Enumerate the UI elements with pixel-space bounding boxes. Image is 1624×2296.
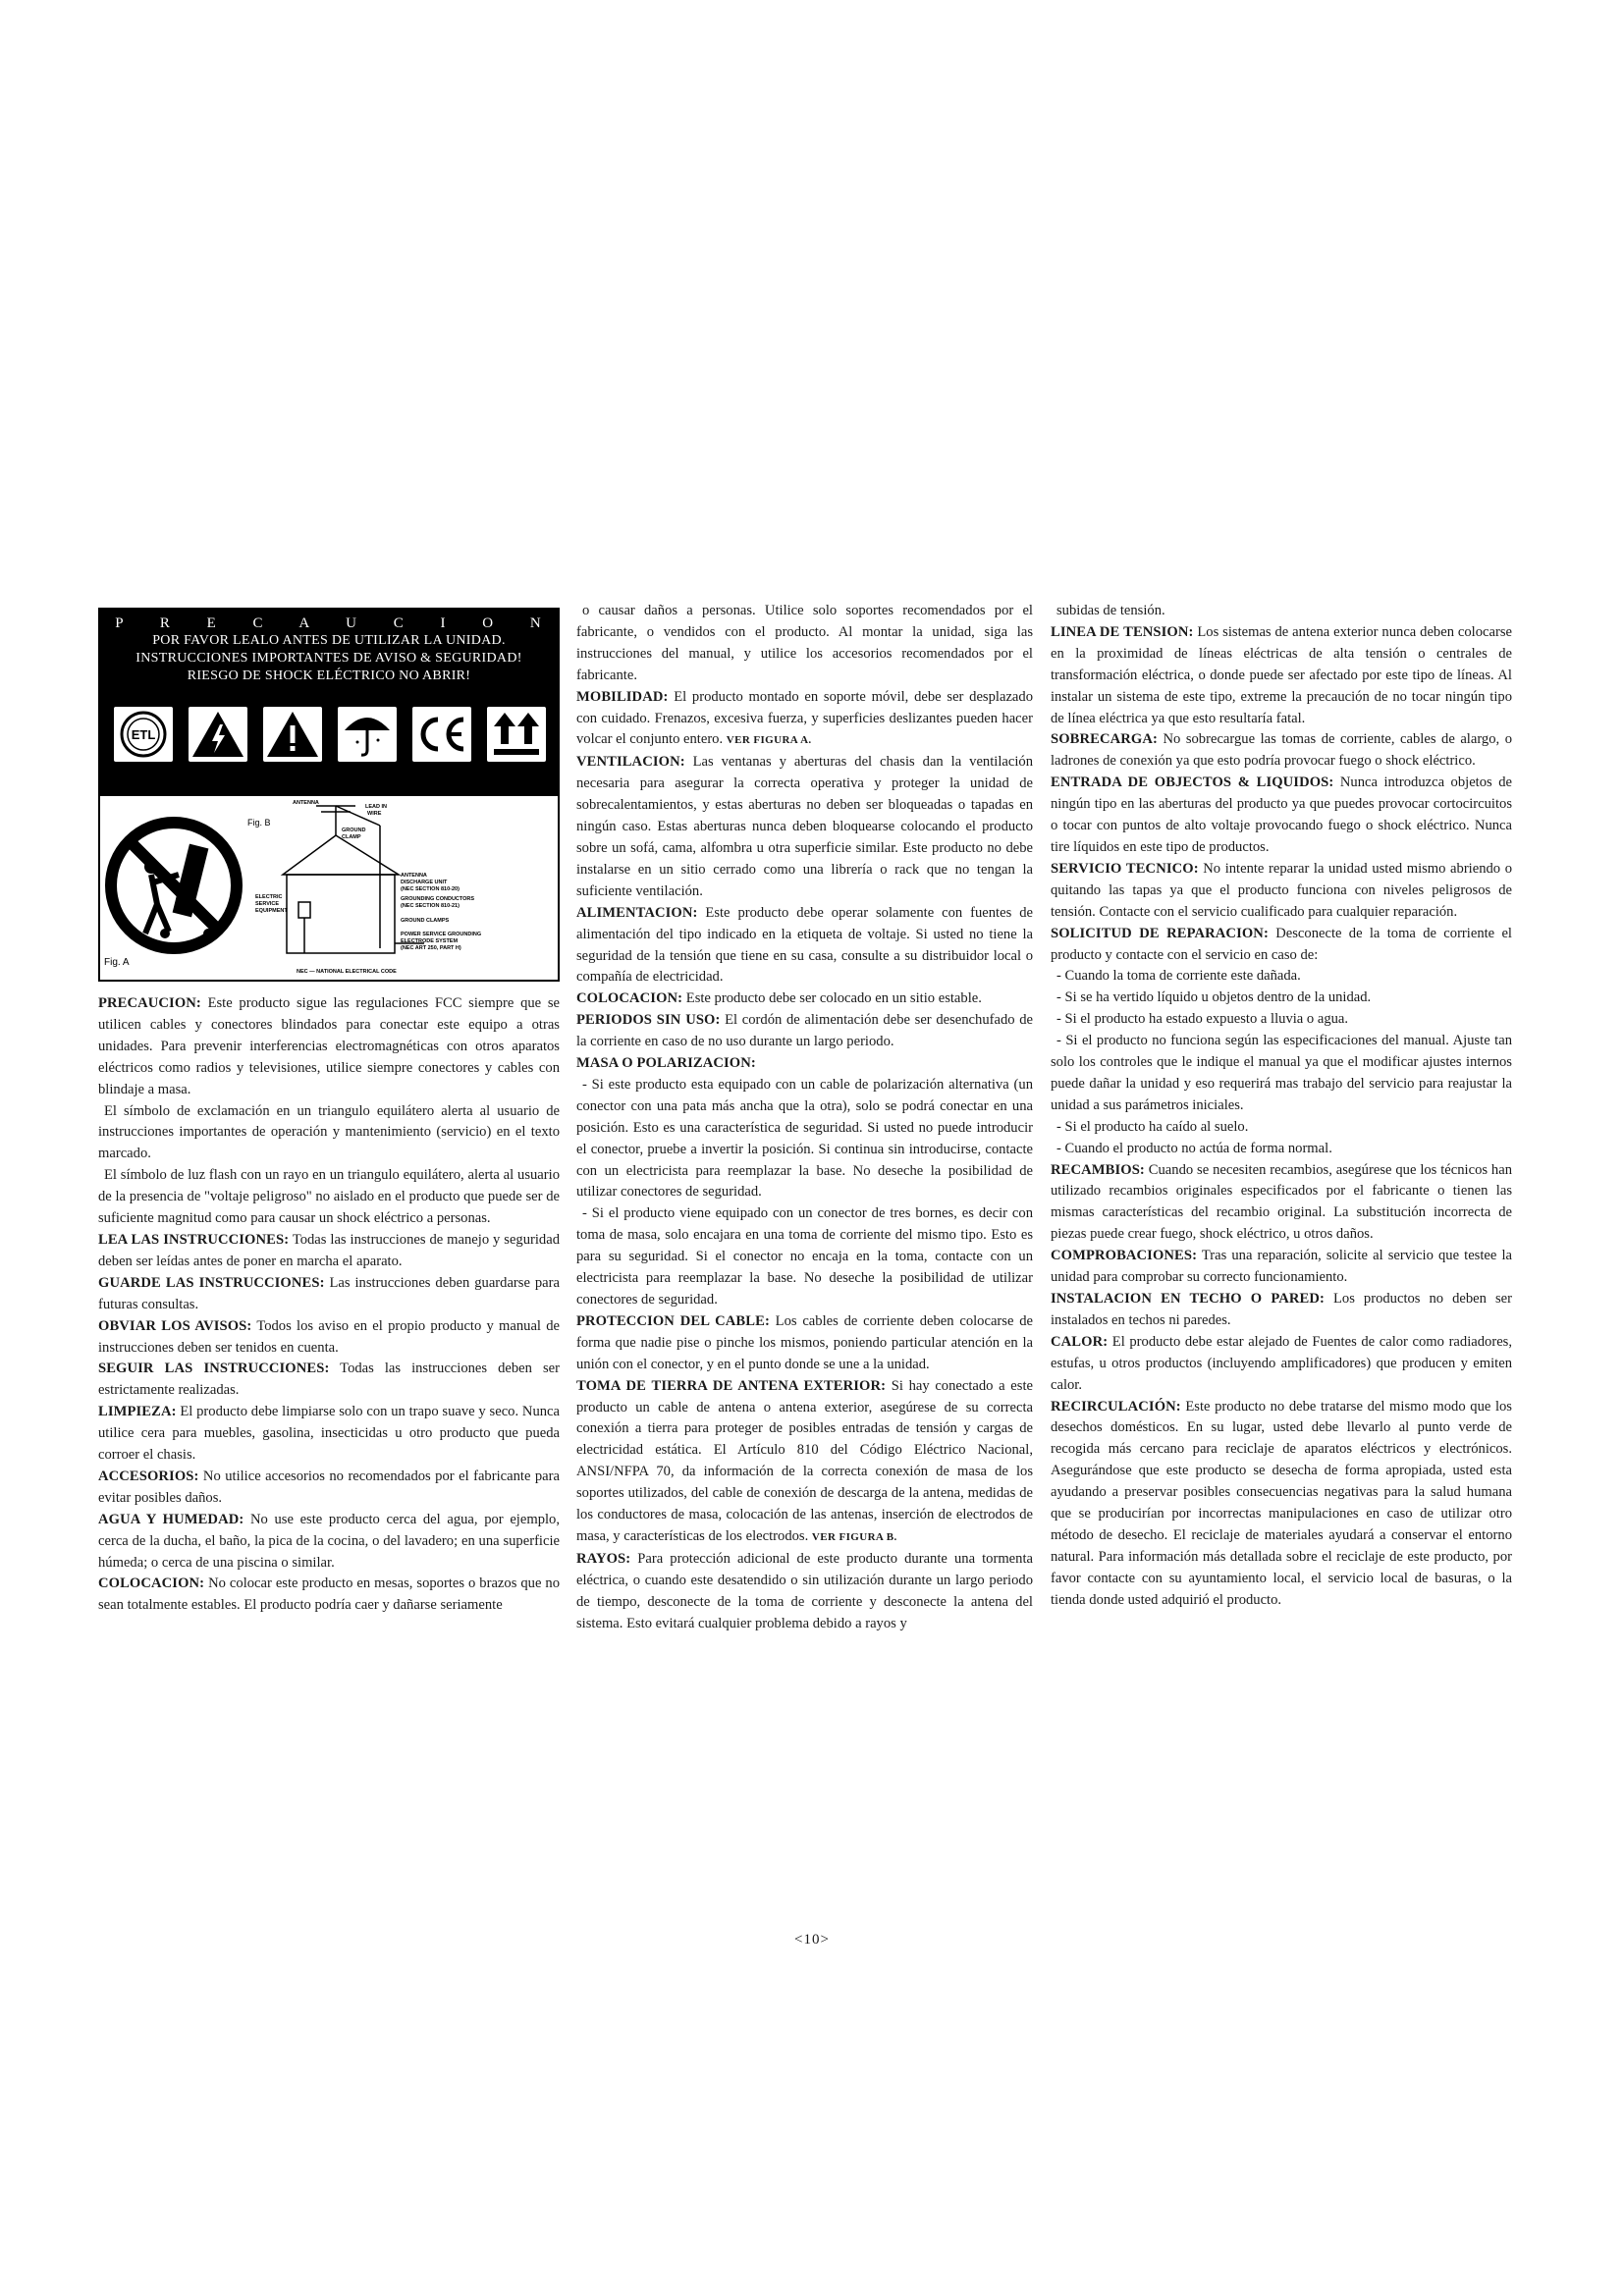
paragraph-heading: MOBILIDAD: [576,688,669,705]
paragraph-text: El cordón de alimentación debe ser desenchufado de la corriente en caso de no uso durante un largo periodo. [576,1012,1033,1050]
paragraph-heading: COMPROBACIONES: [1051,1248,1198,1264]
text-column-2 [576,601,1033,1635]
figure-reference: VER FIGURA A. [726,734,812,747]
paragraph [576,601,1033,687]
paragraph [98,1402,560,1467]
paragraph-text: No use este producto cerca del agua, por ejemplo, cerca de la ducha, el baño, la pica de la cocina, o del lavadero; en una superficie húmeda; o cerca de una piscina o similar. [98,1511,560,1571]
paragraph [1051,622,1512,730]
paragraph [576,1203,1033,1311]
paragraph [98,1316,560,1360]
fig-label-ground-clamp-2: CLAMP [342,834,361,840]
paragraph [1051,601,1512,622]
paragraph-text: - Si el producto no funciona según las especificaciones del manual. Ajuste tan solo los controles que le indique el manual ya que el modificar ajustes internos puede dañar la unidad y eso requerirá mas trabajo del servicio para reajustar la unidad a sus parámetros iniciales. [1051,1033,1512,1113]
paragraph [576,988,1033,1010]
paragraph-text: Todas las instrucciones deben ser estrictamente realizadas. [98,1361,560,1399]
paragraph-heading: RECAMBIOS: [1051,1161,1145,1178]
paragraph-text: Cuando se necesiten recambios, asegúrese que los técnicos han utilizado recambios originales especificados por el fabricante o tienen las mismas características del recambio original. La substitución incorrecta de piezas puede crear fuego, shock eléctrico, u otros daños. [1051,1161,1512,1243]
fig-label-psg-3: (NEC ART 250, PART H) [401,945,461,951]
warning-line-3: RIESGO DE SHOCK ELÉCTRICO NO ABRIR! [187,668,471,683]
paragraph [98,993,560,1101]
fig-label-lead-in: LEAD IN [365,804,387,810]
svg-text:ETL: ETL [131,727,156,742]
paragraph [576,1053,1033,1075]
text-column-1 [98,993,560,1617]
figure-reference: VER FIGURA B. [811,1530,897,1543]
paragraph-heading: TOMA DE TIERRA DE ANTENA EXTERIOR: [576,1377,887,1394]
paragraph [576,1376,1033,1549]
fig-label-ese-2: SERVICE [255,901,280,907]
fig-a-no-cart-tipping [111,823,237,948]
paragraph-heading: SERVICIO TECNICO: [1051,860,1199,877]
paragraph-text: Este producto sigue las regulaciones FCC siempre que se utilicen cables y conectores blindados para conectar este equipo a otras unidades. Para prevenir interferencias electromagnéticas con otros aparatos eléctricos como radios y televisiones, utilice siempre conectores y cables con blindaje a masa. [98,995,560,1097]
paragraph-text: Los productos no deben ser instalados en techos ni paredes. [1051,1291,1512,1328]
paragraph [1051,1160,1512,1247]
paragraph [98,1467,560,1510]
paragraph-text: Todos los aviso en el propio producto y manual de instrucciones deben ser tenidos en cuenta. [98,1317,560,1356]
paragraph-heading: LIMPIEZA: [98,1404,177,1420]
paragraph-text: - Si se ha vertido líquido u objetos dentro de la unidad. [1056,989,1372,1006]
paragraph-text: El producto debe limpiarse solo con un trapo suave y seco. Nunca utilice cera para muebles, gasolina, insecticidas u otro producto que pueda corroer el chasis. [98,1404,560,1464]
paragraph-text: - Si el producto ha caído al suelo. [1056,1118,1249,1135]
paragraph [1051,729,1512,773]
lightning-triangle-icon [189,707,247,762]
text-column-3 [1051,601,1512,1612]
paragraph-heading: PRECAUCION: [98,995,201,1011]
paragraph-text: - Si el producto ha estado expuesto a lluvia o agua. [1056,1011,1349,1028]
fig-label-ese-1: ELECTRIC [255,894,283,900]
paragraph [576,903,1033,989]
paragraph-text: No colocar este producto en mesas, soportes o brazos que no sean totalmente estables. El producto podría caer y dañarse seriamente [98,1575,560,1614]
fig-b-label: Fig. B [247,818,271,828]
fig-label-antenna: ANTENNA [293,800,319,806]
paragraph [98,1101,560,1166]
paragraph-text: El símbolo de exclamación en un triangulo equilátero alerta al usuario de instrucciones importantes de operación y mantenimiento (servicio) en el texto marcado. [98,1102,560,1162]
paragraph [1051,1332,1512,1397]
fig-label-psg-2: ELECTRODE SYSTEM [401,938,459,944]
paragraph-heading: COLOCACION: [98,1575,205,1592]
paragraph [1051,988,1512,1009]
paragraph-heading: ALIMENTACION: [576,904,698,921]
paragraph [1051,1397,1512,1612]
paragraph-heading: OBVIAR LOS AVISOS: [98,1317,252,1334]
paragraph-heading: GUARDE LAS INSTRUCCIONES: [98,1274,325,1291]
paragraph-heading: LEA LAS INSTRUCCIONES: [98,1231,290,1248]
paragraph [576,1010,1033,1053]
warning-icons [114,705,546,764]
paragraph [1051,859,1512,924]
fig-label-ads-2: DISCHARGE UNIT [401,880,448,885]
fig-label-psg-1: POWER SERVICE GROUNDING [401,932,482,937]
paragraph-heading: MASA O POLARIZACION: [576,1055,756,1072]
paragraph-text: Las instrucciones deben guardarse para futuras consultas. [98,1274,560,1312]
paragraph-heading: COLOCACION: [576,990,683,1007]
paragraph [1051,1289,1512,1332]
paragraph-text: - Si el producto viene equipado con un conector de tres bornes, es decir con toma de masa, solo encajara en una toma de corriente del mismo tipo. Esto es para su seguridad. Si el conector no encaja en la toma, contacte con un electricista para reemplazar la base. No deseche la posibilidad de utilizar conectores de seguridad. [576,1205,1033,1308]
safety-figures [100,796,558,980]
page-number: <10> [794,1932,830,1948]
fig-label-ads-3: (NEC SECTION 810-20) [401,886,460,892]
paragraph-heading: SEGUIR LAS INSTRUCCIONES: [98,1361,330,1377]
paragraph-text: Nunca introduzca objetos de ningún tipo en las aberturas del producto ya que puedes provocar cortocircuitos o tocar con puntos de alto voltaje provocando fuego o shock eléctrico. Nunca tire líquidos en este tipo de productos. [1051,774,1512,855]
fig-label-ads-1: ANTENNA [401,873,427,879]
paragraph [576,752,1033,902]
paragraph-text: subidas de tensión. [1056,603,1165,618]
fig-label-nec: NEC — NATIONAL ELECTRICAL CODE [297,969,397,975]
paragraph-heading: ENTRADA DE OBJECTOS & LIQUIDOS: [1051,774,1334,791]
paragraph [1051,1009,1512,1031]
fig-label-gc-1: GROUNDING CONDUCTORS [401,896,475,902]
paragraph [98,1230,560,1273]
paragraph-text: Si hay conectado a este producto un cable de antena o antena exterior, asegúrese de su correcta conexión a tierra para proteger de posibles entradas de tensión y cargas de electricidad estática. El Artículo 810 del Código Eléctrico Nacional, ANSI/NFPA 70, da información de la correcta conexión de masa de los soportes utilizados, del cable de conexión de descarga de la antena, medidas de los conductores de masa, colocación de las antenas, inserción de electrodos de masa, y características de los electrodos. [576,1377,1033,1544]
paragraph-text: No intente reparar la unidad usted mismo abriendo o quitando las tapas ya que el producto funciona con niveles peligrosos de tensión. Contacte con el servicio cualificado para cualquier reparación. [1051,860,1512,920]
paragraph-heading: LINEA DE TENSION: [1051,623,1194,640]
paragraph-text: Los sistemas de antena exterior nunca deben colocarse en la proximidad de líneas eléctricas de alta tensión o centrales de transformación eléctrica, o donde puede ser afectado por este tipo de líneas. Al instalar un sistema de este tipo, extreme la precaución de no tocar ningún tipo de línea eléctrica ya que esto resultaría fatal. [1051,623,1512,726]
warning-box [98,608,560,982]
paragraph-heading: VENTILACION: [576,754,685,771]
paragraph-text: Para protección adicional de este producto durante una tormenta eléctrica, o cuando este desatendido o sin utilización durante un largo periodo de tiempo, desconecte de la toma de corriente y desconecte la antena del sistema. Esto evitará cualquier problema debido a rayos y [576,1550,1033,1631]
paragraph-text: Este producto debe ser colocado en un sitio estable. [682,990,982,1007]
paragraph-heading: INSTALACION EN TECHO O PARED: [1051,1291,1325,1307]
paragraph-text: Las ventanas y aberturas del chasis dan la ventilación necesaria para asegurar la correcta operativa y proteger la unidad de sobrecalentamientos, y estas aberturas no deben ser bloqueadas o tapadas en ningún caso. Estas aberturas nunca deben bloquearse colocando el producto sobre un sofá, cama, alfombra u otra superficie similar. Este producto no debe instalarse en un sitio cerrado como una librería o rack que no tengan la suficiente ventilación. [576,754,1033,899]
paragraph [98,1165,560,1230]
paragraph-text: - Cuando el producto no actúa de forma normal. [1056,1140,1332,1156]
umbrella-icon [338,707,397,762]
paragraph-text: - Cuando la toma de corriente este dañada. [1056,968,1301,985]
paragraph [576,687,1033,753]
paragraph-heading: RECIRCULACIÓN: [1051,1398,1181,1415]
paragraph-text: - Si este producto esta equipado con un cable de polarización alternativa (un conector con una pata más ancha que la otra), solo se podrá conectar en una posición. Esto es una característica de seguridad. Si usted no puede introducir el conector, pruebe a invertir la posición. Si continua sin introducirse, contacte con un electricista para reemplazar la base. No deseche la posibilidad de utilizar conectores de seguridad. [576,1076,1033,1201]
ce-mark-icon [412,707,471,762]
paragraph-text: El producto debe estar alejado de Fuentes de calor como radiadores, estufas, u otros productos (incluyendo amplificadores) que producen y emiten calor. [1051,1333,1512,1393]
exclamation-triangle-icon [263,707,322,762]
paragraph [1051,1117,1512,1139]
paragraph [1051,924,1512,967]
paragraph [98,1574,560,1617]
fig-label-gc-2: (NEC SECTION 810-21) [401,903,460,909]
paragraph [576,1311,1033,1376]
paragraph-text: Desconecte de la toma de corriente el producto y contacte con el servicio en caso de: [1051,925,1512,963]
fig-label-ground-clamp-1: GROUND [342,828,366,833]
paragraph-text: Este producto no debe tratarse del mismo modo que los desechos domésticos. En su lugar, usted debe llevarlo al punto verde de recogida más cercano para reciclaje de aparatos eléctricos y electrónicos. Asegurándose que este producto se desecha de forma apropiada, usted esta ayudando a preservar posibles consecuencias negativas para la salud humana que se producirían por incorrectas manipulaciones en caso de utilizar otro método de desecho. El reciclaje de materiales ayudará a conservar el entorno natural. Para información más detallada sobre el reciclaje de este producto, por favor contacte con su ayuntamiento local, el servicio local de basuras, o la tienda donde usted adquirió el producto. [1051,1398,1512,1608]
paragraph-heading: ACCESORIOS: [98,1468,199,1484]
paragraph-heading: RAYOS: [576,1550,631,1567]
paragraph-text: Todas las instrucciones de manejo y seguridad deben ser leídas antes de poner en marcha el aparato. [98,1231,560,1269]
paragraph-heading: SOBRECARGA: [1051,731,1158,748]
paragraph [1051,1139,1512,1160]
paragraph-heading: PERIODOS SIN USO: [576,1012,721,1029]
paragraph [1051,1246,1512,1289]
paragraph [98,1510,560,1575]
paragraph-text: Este producto debe operar solamente con fuentes de alimentación del tipo indicado en la etiqueta de voltaje. Si usted no tiene la seguridad de la tensión que tiene en su casa, consulte a su distribuidor local o compañía de electricidad. [576,904,1033,986]
paragraph-text: No sobrecargue las tomas de corriente, cables de alargo, o ladrones de conexión ya que esto podría provocar fuego o shock eléctrico. [1051,731,1512,770]
paragraph [576,1075,1033,1203]
fig-label-ground-clamps: GROUND CLAMPS [401,918,450,924]
paragraph [98,1359,560,1402]
paragraph [1051,1031,1512,1117]
this-side-up-icon [487,707,546,762]
etl-listed-icon [114,707,173,762]
paragraph [1051,773,1512,859]
warning-line-2: INSTRUCCIONES IMPORTANTES DE AVISO & SEGURIDAD! [135,651,522,666]
paragraph-text: El símbolo de luz flash con un rayo en un triangulo equilátero, alerta al usuario de la presencia de "voltaje peligroso" no aislado en el producto que puede ser de suficiente magnitud como para causar un shock eléctrico a personas. [98,1167,560,1227]
fig-label-wire: WIRE [367,811,382,817]
paragraph [576,1549,1033,1635]
fig-label-ese-3: EQUIPMENT [255,908,288,914]
paragraph-heading: PROTECCION DEL CABLE: [576,1312,770,1329]
paragraph-heading: AGUA Y HUMEDAD: [98,1511,244,1527]
warning-line-1: POR FAVOR LEALO ANTES DE UTILIZAR LA UNIDAD. [152,633,506,648]
paragraph [1051,966,1512,988]
paragraph [98,1273,560,1316]
paragraph-text: Los cables de corriente deben colocarse de forma que nadie pise o pinche los mismos, poniendo particular atención en la unión con el conector, y en el punto donde se une a la unidad. [576,1312,1033,1372]
paragraph-text: El producto montado en soporte móvil, debe ser desplazado con cuidado. Frenazos, excesiva fuerza, y superficies deslizantes pueden hacer volcar el conjunto entero. [576,688,1033,748]
warning-header [100,610,558,796]
fig-a-label: Fig. A [104,957,130,968]
warning-title: P R E C A U C I O N [115,615,543,631]
paragraph-text: o causar daños a personas. Utilice solo soportes recomendados por el fabricante, o vendidos con el producto. Al montar la unidad, siga las instrucciones del manual, y utilice los accesorios recomendados por el fabricante. [576,603,1033,683]
paragraph-text: No utilice accesorios no recomendados por el fabricante para evitar posibles daños. [98,1468,560,1506]
paragraph-heading: SOLICITUD DE REPARACION: [1051,925,1269,941]
paragraph-text: Tras una reparación, solicite al servicio que testee la unidad para comprobar su correcto funcionamiento. [1051,1248,1512,1286]
paragraph-heading: CALOR: [1051,1333,1109,1350]
